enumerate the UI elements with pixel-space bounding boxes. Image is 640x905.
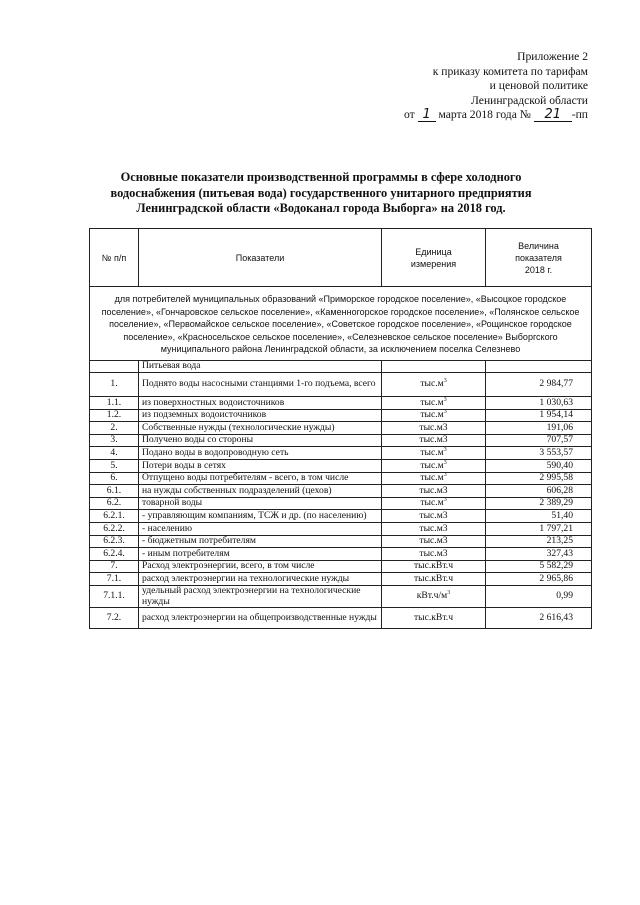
appendix-date-line [378, 108, 588, 123]
row-num [90, 523, 139, 536]
row-num-text: 7. [110, 560, 118, 572]
row-value-text: 327,43 [546, 547, 573, 559]
row-unit-text: тыс.м [420, 447, 444, 459]
row-unit [382, 573, 486, 586]
row-value [486, 373, 592, 397]
row-num-text: 4. [110, 447, 118, 459]
row-value-text: 51,40 [551, 509, 573, 521]
row-num [90, 573, 139, 586]
row-unit-text: тыс.кВт.ч [413, 560, 454, 572]
row-value [486, 510, 592, 523]
row-unit [382, 485, 486, 498]
region-note: для потребителей муниципальных образований «Приморское городское поселение», «Высоцкое городское поселение», «Гончаровское сельское поселение», «Каменногорское городское поселение», «Полянское сельское поселение», «Первомайское сельское поселение», «Советское городское поселение», «Рощинское городское поселение», «Красносельское сельское поселение», «Селезневское сельское поселение» Выборгского муниципального района Ленинградской области, за исключением поселка Селезнево [90, 287, 592, 361]
unit-superscript: 3 [443, 409, 447, 416]
row-value [486, 535, 592, 548]
row-value [486, 548, 592, 561]
row-unit [382, 497, 486, 510]
row-value-text: 1 954,14 [539, 409, 573, 421]
row-value-text: 2 984,77 [539, 378, 573, 390]
row-indicator [139, 586, 382, 608]
row-indicator [139, 510, 382, 523]
appendix-order-line: к приказу комитета по тарифам [432, 64, 588, 78]
row-unit [382, 548, 486, 561]
row-num [90, 397, 139, 410]
document-title: Основные показатели производственной программы в сфере холодного водоснабжения (питьевая вода) государственного унитарного предприятия Ленинградской области «Водоканал города Выборга» на 2018 год. [110, 170, 532, 216]
appendix-region-line: Ленинградской области [471, 93, 588, 107]
handwritten-day: 1 [418, 109, 436, 122]
row-num-text: 1.2. [106, 409, 122, 421]
row-value-text: 213,25 [546, 535, 573, 547]
row-indicator-text: из подземных водоисточников [142, 409, 267, 421]
row-unit [382, 422, 486, 435]
row-indicator [139, 523, 382, 536]
row-indicator-text: Подано воды в водопроводную сеть [142, 447, 289, 459]
row-value [486, 485, 592, 498]
row-indicator-text: товарной воды [142, 497, 203, 509]
table-row [90, 447, 592, 460]
row-num-text: 7.2. [106, 611, 122, 623]
row-num [90, 373, 139, 397]
row-unit [382, 535, 486, 548]
row-unit [382, 447, 486, 460]
row-num [90, 608, 139, 629]
row-value-text: 1 030,63 [539, 396, 573, 408]
table-row [90, 472, 592, 485]
row-indicator-text: удельный расход электроэнергии на технологические нужды [142, 585, 361, 607]
row-num [90, 447, 139, 460]
row-value-text: 2 995,58 [539, 472, 573, 484]
unit-superscript: 3 [443, 459, 447, 466]
table-row [90, 397, 592, 410]
row-num-text: 7.1. [106, 572, 122, 584]
row-num-text: 6.2.2. [103, 522, 125, 534]
unit-superscript: 3 [443, 446, 447, 453]
table-row [90, 460, 592, 473]
row-unit-text: тыс.м [420, 378, 444, 390]
row-unit [382, 460, 486, 473]
row-value-text: 2 389,29 [539, 497, 573, 509]
row-unit [382, 472, 486, 485]
row-num [90, 434, 139, 447]
header-unit: Единица измерения [382, 229, 486, 287]
row-num [90, 510, 139, 523]
row-value-text: 1 797,21 [539, 522, 573, 534]
row-indicator-text: на нужды собственных подразделений (цехов) [142, 484, 332, 496]
row-indicator [139, 422, 382, 435]
indicators-table-body [90, 229, 592, 629]
row-unit [382, 608, 486, 629]
row-unit-text: тыс.м [420, 396, 444, 408]
row-num-text: 6.2.4. [103, 547, 125, 559]
row-indicator-text: Поднято воды насосными станциями 1-го подъема, всего [142, 378, 376, 390]
indicators-table [89, 228, 592, 629]
row-indicator-text: расход электроэнергии на технологические нужды [142, 572, 350, 584]
row-unit-text: тыс.м [420, 497, 444, 509]
row-indicator-text: - бюджетным потребителям [142, 535, 256, 547]
row-unit-text: тыс.м [420, 459, 444, 471]
row-unit [382, 523, 486, 536]
row-value-text: 2 965,86 [539, 572, 573, 584]
row-num-text: 6.2.1. [103, 509, 125, 521]
row-value [486, 573, 592, 586]
row-num-text: 1. [110, 378, 118, 390]
row-num-text: 6.2.3. [103, 535, 125, 547]
row-unit-text: тыс.кВт.ч [413, 572, 454, 584]
section-title: Питьевая вода [139, 360, 382, 373]
header-indicator: Показатели [139, 229, 382, 287]
unit-superscript: 3 [447, 590, 451, 597]
row-num-text: 1.1. [106, 396, 122, 408]
row-unit-text: кВт.ч/м [416, 590, 448, 602]
unit-superscript: 3 [443, 472, 447, 479]
row-indicator [139, 608, 382, 629]
row-num [90, 548, 139, 561]
appendix-header [378, 50, 588, 123]
row-indicator-text: Расход электроэнергии, всего, в том числе [142, 560, 315, 572]
row-value-text: 707,57 [546, 434, 573, 446]
row-indicator-text: из поверхностных водоисточников [142, 396, 285, 408]
row-indicator [139, 397, 382, 410]
row-num-text: 5. [110, 459, 118, 471]
row-unit [382, 560, 486, 573]
row-indicator [139, 573, 382, 586]
row-value [486, 608, 592, 629]
row-unit-text: тыс.м3 [419, 522, 448, 534]
table-row [90, 510, 592, 523]
row-unit [382, 586, 486, 608]
indicators-table-wrap [89, 228, 591, 629]
row-value [486, 523, 592, 536]
row-unit [382, 373, 486, 397]
table-row [90, 485, 592, 498]
row-unit-text: тыс.м3 [419, 421, 448, 433]
row-num [90, 586, 139, 608]
appendix-policy-line: и ценовой политике [489, 79, 588, 92]
row-num [90, 409, 139, 422]
row-num-text: 3. [110, 434, 118, 446]
header-num: № п/п [90, 229, 139, 287]
row-num-text: 6.2. [106, 497, 122, 509]
row-value [486, 586, 592, 608]
table-row [90, 373, 592, 397]
table-row [90, 560, 592, 573]
row-indicator [139, 460, 382, 473]
row-unit-text: тыс.м3 [419, 547, 448, 559]
row-indicator-text: расход электроэнергии на общепроизводственные нужды [142, 611, 377, 623]
row-value-text: 0,99 [556, 590, 573, 602]
row-num [90, 560, 139, 573]
table-row [90, 586, 592, 608]
row-value [486, 422, 592, 435]
region-note-row [90, 287, 592, 361]
row-value [486, 434, 592, 447]
row-indicator-text: - управляющим компаниям, ТСЖ и др. (по населению) [142, 509, 367, 521]
row-unit [382, 510, 486, 523]
row-value [486, 460, 592, 473]
row-indicator [139, 434, 382, 447]
row-indicator-text: Собственные нужды (технологические нужды) [142, 421, 335, 433]
row-unit-text: тыс.м [420, 472, 444, 484]
row-unit-text: тыс.м3 [419, 535, 448, 547]
row-indicator-text: - иным потребителям [142, 547, 230, 559]
row-num [90, 535, 139, 548]
table-row [90, 535, 592, 548]
row-value-text: 5 582,29 [539, 560, 573, 572]
row-value-text: 191,06 [546, 421, 573, 433]
table-header-row [90, 229, 592, 287]
row-indicator-text: Отпущено воды потребителям - всего, в том числе [142, 472, 349, 484]
unit-superscript: 3 [443, 396, 447, 403]
row-indicator-text: Получено воды со стороны [142, 434, 254, 446]
row-indicator [139, 560, 382, 573]
row-unit [382, 409, 486, 422]
row-unit [382, 434, 486, 447]
row-value [486, 472, 592, 485]
row-indicator [139, 373, 382, 397]
unit-superscript: 3 [443, 378, 447, 385]
table-row [90, 573, 592, 586]
appendix-title: Приложение 2 [517, 50, 588, 63]
row-num-text: 2. [110, 421, 118, 433]
row-indicator [139, 472, 382, 485]
row-value [486, 447, 592, 460]
row-value [486, 397, 592, 410]
row-indicator [139, 485, 382, 498]
row-indicator [139, 497, 382, 510]
row-num [90, 497, 139, 510]
date-middle: марта 2018 года № [438, 108, 531, 121]
table-row [90, 548, 592, 561]
row-indicator [139, 447, 382, 460]
row-value [486, 560, 592, 573]
row-unit-text: тыс.м3 [419, 484, 448, 496]
row-indicator [139, 409, 382, 422]
handwritten-order-number: 21 [534, 109, 572, 122]
row-indicator-text: - населению [142, 522, 193, 534]
table-row [90, 523, 592, 536]
row-num-text: 6.1. [106, 484, 122, 496]
row-indicator [139, 548, 382, 561]
row-value-text: 590,40 [546, 459, 573, 471]
table-row [90, 497, 592, 510]
row-value [486, 409, 592, 422]
row-unit-text: тыс.м3 [419, 509, 448, 521]
table-row [90, 422, 592, 435]
row-value [486, 497, 592, 510]
row-unit [382, 397, 486, 410]
row-unit-text: тыс.м3 [419, 434, 448, 446]
row-indicator [139, 535, 382, 548]
row-num [90, 472, 139, 485]
date-prefix: от [403, 108, 415, 121]
header-value: Величина показателя 2018 г. [486, 229, 592, 287]
row-value-text: 3 553,57 [539, 447, 573, 459]
row-num [90, 460, 139, 473]
row-num [90, 422, 139, 435]
table-row [90, 434, 592, 447]
unit-superscript: 3 [443, 497, 447, 504]
section-row [90, 360, 592, 373]
table-row [90, 409, 592, 422]
table-row [90, 608, 592, 629]
row-num-text: 6. [110, 472, 118, 484]
row-value-text: 2 616,43 [539, 611, 573, 623]
row-indicator-text: Потери воды в сетях [142, 459, 226, 471]
row-value-text: 606,28 [546, 484, 573, 496]
row-unit-text: тыс.кВт.ч [413, 611, 454, 623]
row-num [90, 485, 139, 498]
row-num-text: 7.1.1. [103, 590, 125, 602]
row-unit-text: тыс.м [420, 409, 444, 421]
date-suffix: -пп [571, 108, 588, 121]
